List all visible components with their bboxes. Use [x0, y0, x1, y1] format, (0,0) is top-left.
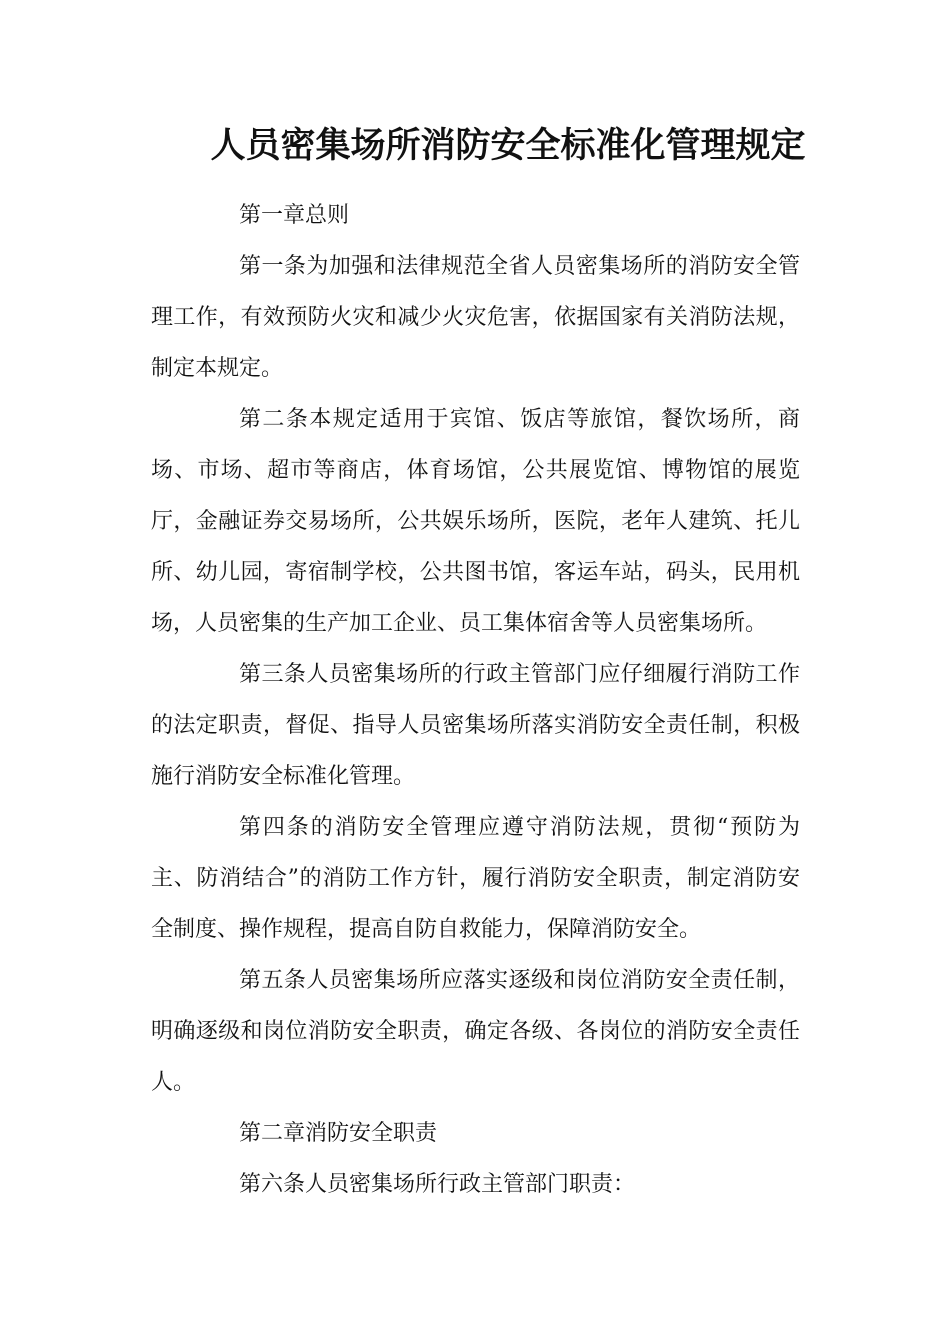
article-5: 第五条人员密集场所应落实逐级和岗位消防安全责任制，明确逐级和岗位消防安全职责，确定各级、各岗位的消防安全责任人。	[151, 968, 800, 1095]
chapter-heading-2: 第二章消防安全职责	[239, 1121, 438, 1146]
chapter-heading-1: 第一章总则	[239, 203, 350, 228]
document-title: 人员密集场所消防安全标准化管理规定	[210, 125, 806, 166]
article-1: 第一条为加强和法律规范全省人员密集场所的消防安全管理工作，有效预防火灾和减少火灾危害，依据国家有关消防法规，制定本规定。	[151, 254, 800, 381]
article-4: 第四条的消防安全管理应遵守消防法规，贯彻“预防为主、防消结合”的消防工作方针，履行消防安全职责，制定消防安全制度、操作规程，提高自防自救能力，保障消防安全。	[151, 815, 800, 942]
article-3: 第三条人员密集场所的行政主管部门应仔细履行消防工作的法定职责，督促、指导人员密集场所落实消防安全责任制，积极施行消防安全标准化管理。	[151, 662, 800, 789]
article-2: 第二条本规定适用于宾馆、饭店等旅馆，餐饮场所，商场、市场、超市等商店，体育场馆，公共展览馆、博物馆的展览厅，金融证券交易场所，公共娱乐场所，医院，老年人建筑、托儿所、幼儿园，寄宿制学校，公共图书馆，客运车站，码头，民用机场，人员密集的生产加工企业、员工集体宿舍等人员密集场所。	[151, 407, 800, 636]
document-body	[151, 190, 800, 1210]
article-6: 第六条人员密集场所行政主管部门职责：	[239, 1172, 636, 1197]
